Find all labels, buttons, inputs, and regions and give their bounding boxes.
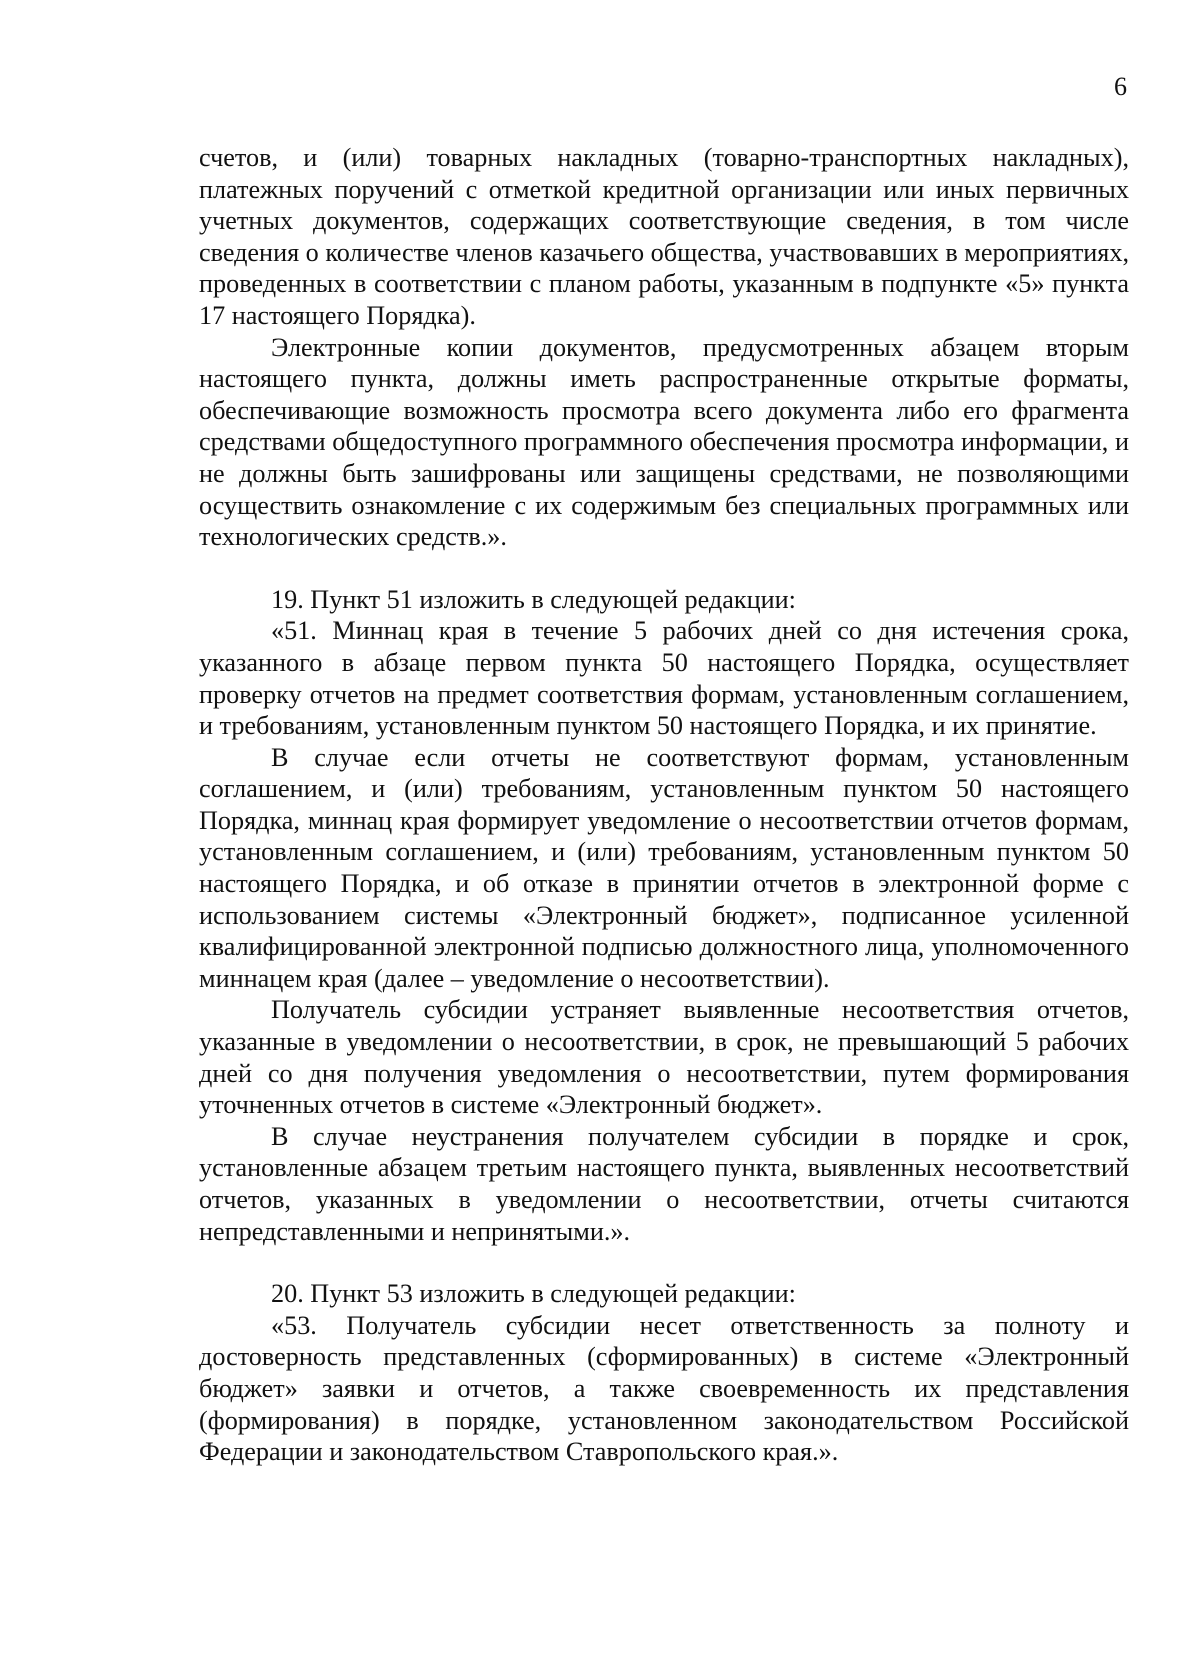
page-number: 6	[1114, 72, 1127, 101]
paragraph-item-20-heading: 20. Пункт 53 изложить в следующей редакции:	[271, 1279, 796, 1309]
paragraph-continuation: счетов, и (или) товарных накладных (товарно-транспортных накладных), платежных поручений с отметкой кредитной организации или иных первичных учетных документов, содержащих соответствующие сведения, в том числе сведения о количестве членов казачьего общества, участвовавших в мероприятиях, проведенных в соответствии с планом работы, указанным в подпункте «5» пункта 17 настоящего Порядка).	[199, 143, 1129, 330]
paragraph-recipient-fixes: Получатель субсидии устраняет выявленные несоответствия отчетов, указанные в уведомлении о несоответствии, в срок, не превышающий 5 рабочих дней со дня получения уведомления о несоответствии, путем формирования уточненных отчетов в системе «Электронный бюджет».	[199, 995, 1129, 1120]
paragraph-item-19-heading: 19. Пункт 51 изложить в следующей редакции:	[271, 584, 796, 614]
paragraph-item-53: «53. Получатель субсидии несет ответственность за полноту и достоверность представленных (сформированных) в системе «Электронный бюджет» заявки и отчетов, а также своевременность их представления (формирования) в порядке, установленном законодательством Российской Федерации и законодательством Ставропольского края.».	[199, 1310, 1129, 1467]
paragraph-item-51: «51. Миннац края в течение 5 рабочих дней со дня истечения срока, указанного в абзаце первом пункта 50 настоящего Порядка, осуществляет проверку отчетов на предмет соответствия формам, установленным соглашением, и требованиям, установленным пунктом 50 настоящего Порядка, и их принятие.	[199, 616, 1129, 741]
paragraph-nonconformity: В случае если отчеты не соответствуют формам, установленным соглашением, и (или) требованиям, установленным пунктом 50 настоящего Порядка, миннац края формирует уведомление о несоответствии отчетов формам, установленным соглашением, и (или) требованиям, установленным пунктом 50 настоящего Порядка, и об отказе в принятии отчетов в электронной форме с использованием системы «Электронный бюджет», подписанное усиленной квалифицированной электронной подписью должностного лица, уполномоченного миннацем края (далее – уведомление о несоответствии).	[199, 742, 1129, 993]
document-body	[199, 142, 1129, 1468]
paragraph-non-elimination: В случае неустранения получателем субсидии в порядке и срок, установленные абзацем третьим настоящего пункта, выявленных несоответствий отчетов, указанных в уведомлении о несоответствии, отчеты считаются непредставленными и непринятыми.».	[199, 1121, 1129, 1246]
paragraph-electronic-copies: Электронные копии документов, предусмотренных абзацем вторым настоящего пункта, должны иметь распространенные открытые форматы, обеспечивающие возможность просмотра всего документа либо его фрагмента средствами общедоступного программного обеспечения просмотра информации, и не должны быть зашифрованы или защищены средствами, не позволяющими осуществить ознакомление с их содержимым без специальных программных или технологических средств.».	[199, 332, 1129, 552]
